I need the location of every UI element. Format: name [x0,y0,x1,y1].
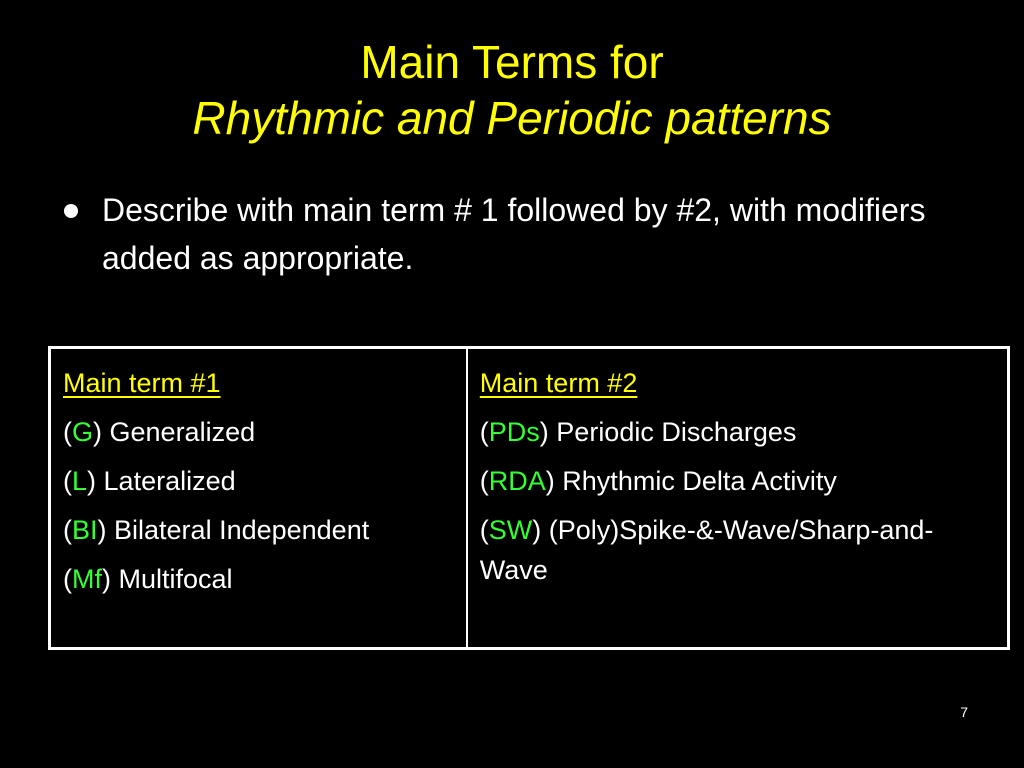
term-label: (Poly)Spike-&-Wave/Sharp-and-Wave [479,515,934,585]
term-label: Generalized [109,417,256,447]
term-row-generalized: (G) Generalized [63,417,256,447]
terms-table [48,346,1010,650]
bullet-list [62,186,992,282]
main-term-1-header: Main term #1 [63,368,221,398]
main-term-2-header: Main term #2 [479,368,638,398]
main-term-2-cell [467,348,1009,649]
term-row-periodic-discharges: (PDs) Periodic Discharges [479,417,797,447]
term-label: Bilateral Independent [114,515,370,545]
bullet-text: Describe with main term # 1 followed by #2, with modifiers added as appropriate. [102,192,926,276]
term-row-spike-and-wave: (SW) (Poly)Spike-&-Wave/Sharp-and-Wave [479,515,934,585]
main-term-1-cell [50,348,467,649]
term-label: Periodic Discharges [556,417,797,447]
term-abbr: G [72,417,94,447]
term-abbr: PDs [488,417,540,447]
term-abbr: L [72,466,88,496]
table-row [50,348,1009,649]
term-row-lateralized: (L) Lateralized [63,466,236,496]
slide-title [0,34,1024,146]
term-label: Lateralized [103,466,236,496]
term-row-multifocal: (Mf) Multifocal [63,564,233,594]
term-row-rhythmic-delta-activity: (RDA) Rhythmic Delta Activity [479,466,837,496]
bullet-item [62,186,992,282]
term-abbr: Mf [72,564,102,594]
term-label: Rhythmic Delta Activity [562,466,837,496]
term-row-bilateral-independent: (BI) Bilateral Independent [63,515,370,545]
term-abbr: BI [72,515,98,545]
slide-title-line2: Rhythmic and Periodic patterns [192,92,832,144]
slide-title-line1: Main Terms for [360,36,664,88]
bullet-dot-icon [64,204,78,218]
term-abbr: SW [488,515,533,545]
page-number: 7 [960,704,968,720]
term-label: Multifocal [118,564,233,594]
term-abbr: RDA [488,466,546,496]
